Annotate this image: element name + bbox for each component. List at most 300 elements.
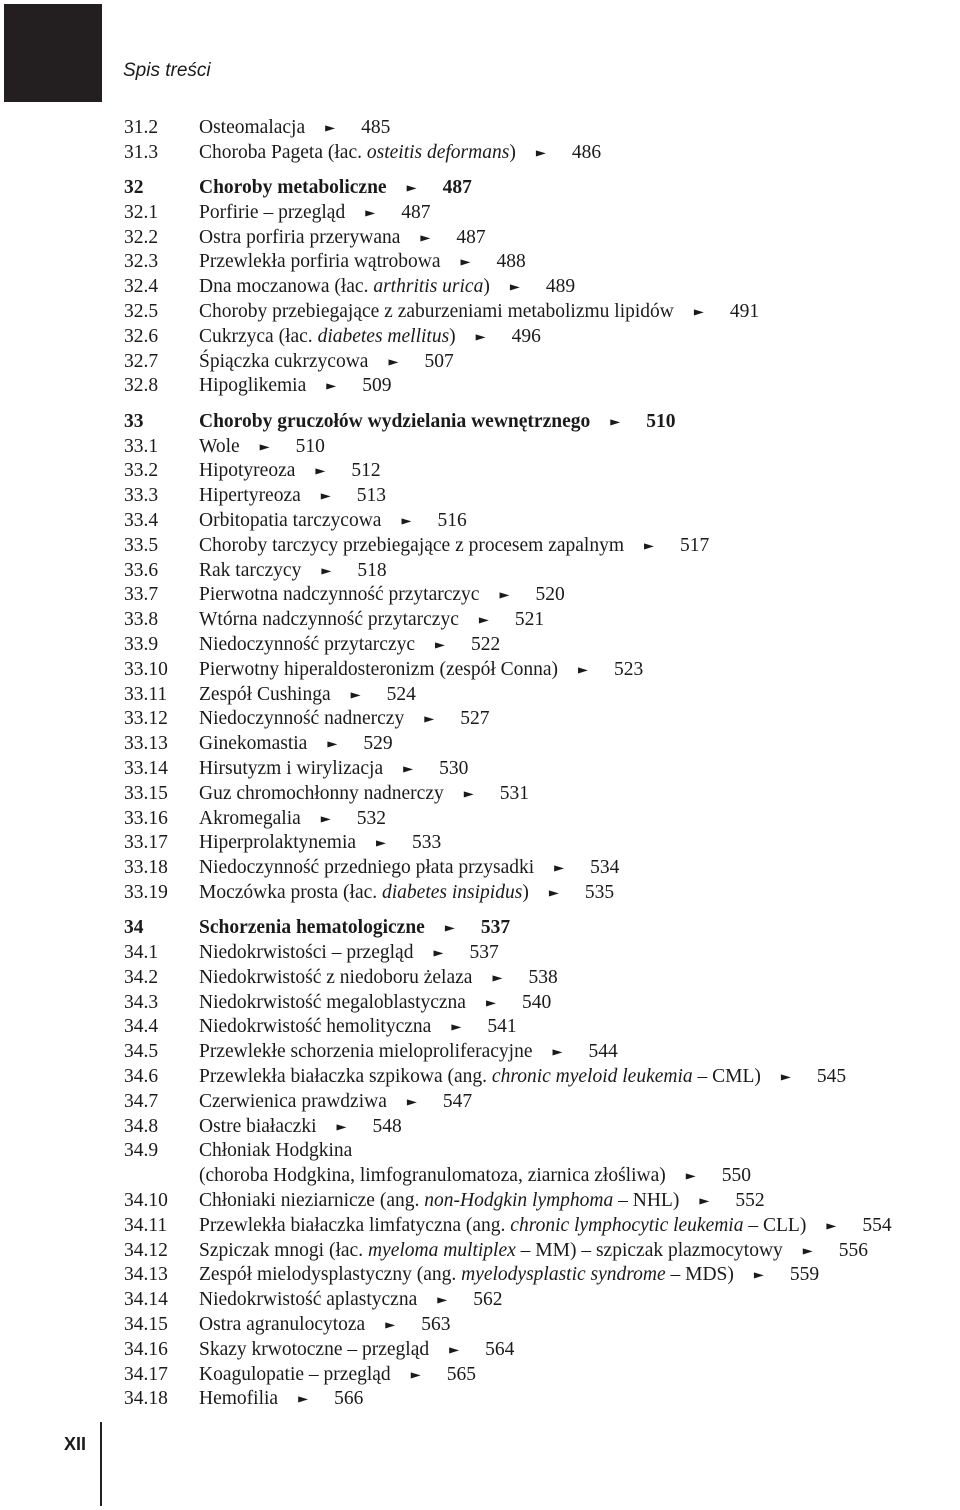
toc-chapter-row[interactable] [124,176,960,201]
entry-number: 32.8 [124,375,159,397]
entry-title [199,559,301,584]
toc-entry-row[interactable] [124,941,960,966]
entry-title [199,1387,278,1412]
toc-entry-row[interactable] [124,350,960,375]
page-number: 530 [439,757,469,779]
entry-title [199,1139,352,1164]
entry-title-part: Choroby gruczołów wydzielania wewnętrznego [199,410,591,432]
toc-entry-row[interactable] [124,1288,960,1313]
pointer-arrow-icon [325,122,339,135]
toc-entry-row[interactable] [124,534,960,559]
toc-entry-row[interactable] [124,374,960,399]
entry-title-part: Hipoglikemia [199,375,307,397]
pointer-arrow-icon [403,763,417,776]
entry-title-part: – MDS) [665,1264,734,1286]
entry-title [199,732,307,757]
entry-title [199,1065,761,1090]
toc-entry-row[interactable] [124,141,960,166]
entry-title-part: Przewlekłe schorzenia mieloproliferacyjne [199,1041,533,1063]
entry-title-part: Wole [199,435,240,457]
entry-number: 34.4 [124,1016,159,1038]
page-number: 547 [442,1090,473,1112]
page-number: 548 [372,1115,402,1137]
entry-title [199,1263,734,1288]
toc-entry-row[interactable] [124,1338,960,1363]
pointer-arrow-icon [260,441,274,454]
page-number: 527 [460,708,490,730]
pointer-arrow-icon [476,331,490,344]
pointer-arrow-icon [694,306,708,319]
entry-title-part: Hemofilia [199,1388,279,1410]
entry-title-part: ) [483,276,490,298]
pointer-arrow-icon [492,972,506,985]
toc-entry-row[interactable] [124,1387,960,1412]
toc-entry-row[interactable] [124,707,960,732]
page-number: 544 [588,1041,618,1063]
entry-title-part: Hirsutyzm i wirylizacja [199,757,384,779]
entry-title-part: Akromegalia [199,807,301,829]
pointer-arrow-icon [337,1121,351,1134]
entry-title [199,807,301,832]
pointer-arrow-icon [298,1393,312,1406]
pointer-arrow-icon [351,689,365,702]
entry-title-part: Niedokrwistości – przegląd [199,942,414,963]
entry-title [199,201,345,226]
running-head: Spis treści [123,60,211,81]
entry-title-part: Choroby metaboliczne [199,177,387,199]
pointer-arrow-icon [754,1269,768,1282]
entry-title-part: (choroba Hodgkina, limfogranulomatoza, ziarnica złośliwa) [199,1165,666,1187]
entry-number: 34.16 [124,1338,168,1360]
pointer-arrow-icon [449,1344,463,1357]
page-number: 486 [571,141,602,163]
toc-entry-row[interactable] [124,1090,960,1115]
entry-title [199,1338,429,1363]
entry-number: 34.1 [124,942,159,963]
toc-entry-row[interactable] [124,732,960,757]
entry-title-part: Rak tarczycy [199,559,302,581]
entry-number: 33.17 [124,832,168,854]
entry-title-part: Niedoczynność nadnerczy [199,708,405,730]
entry-number: 34.7 [124,1090,159,1112]
entry-number: 33.4 [124,509,159,531]
page-number: 516 [437,509,467,531]
page-number: 485 [361,117,391,138]
pointer-arrow-icon [420,232,434,245]
page-number: 522 [471,633,501,655]
entry-number: 32.4 [124,276,159,298]
entry-title [199,459,295,484]
page-number: 509 [362,375,392,397]
entry-title [199,141,516,166]
page-number: 518 [357,559,387,581]
toc-entry-row[interactable] [124,201,960,226]
entry-title-part: Koagulopatie – przegląd [199,1363,391,1385]
entry-number: 33.3 [124,485,159,507]
pointer-arrow-icon [578,664,592,677]
entry-title [199,325,456,350]
entry-title-part: Choroby tarczycy przebiegające z procesem zapalnym [199,534,624,556]
pointer-arrow-icon [486,997,500,1010]
entry-number: 33.7 [124,584,159,606]
pointer-arrow-icon [781,1071,795,1084]
entry-title-part: Ostre białaczki [199,1115,317,1137]
entry-number: 34.5 [124,1041,159,1063]
entry-title [199,1189,679,1214]
entry-number: 34.9 [124,1140,159,1162]
entry-title-part: Przewlekła białaczka limfatyczna (ang. [199,1214,511,1236]
entry-title-part: Ostra porfiria przerywana [199,226,401,248]
pointer-arrow-icon [460,256,474,269]
entry-number: 31.2 [124,117,159,138]
entry-title-part: Niedokrwistość megaloblastyczna [199,991,466,1013]
entry-title [199,176,387,201]
page-number: 491 [729,301,760,323]
entry-number: 33.16 [124,807,168,829]
pointer-arrow-icon [327,738,341,751]
page-number: 562 [473,1289,503,1311]
entry-number: 34.8 [124,1115,159,1137]
entry-title [199,410,590,435]
entry-number: 34 [124,917,144,939]
entry-number: 34.12 [124,1239,168,1261]
entry-title-part: Szpiczak mnogi (łac. [199,1239,368,1261]
toc-chapter-row[interactable] [124,410,960,435]
pointer-arrow-icon [407,1096,421,1109]
entry-title-part: Guz chromochłonny nadnerczy [199,782,444,804]
entry-title [199,1090,387,1115]
entry-number: 34.6 [124,1065,159,1087]
entry-title-part: Choroby przebiegające z zaburzeniami metabolizmu lipidów [199,301,674,323]
entry-title [199,916,425,941]
page-number: 537 [480,917,511,939]
page-number: 487 [456,226,486,248]
entry-title-part: Porfirie – przegląd [199,201,346,223]
entry-title-part: Niedokrwistość hemolityczna [199,1016,432,1038]
entry-title [199,1115,317,1140]
pointer-arrow-icon [407,182,421,195]
pointer-arrow-icon [321,490,335,503]
entry-title-part: – CLL) [743,1214,807,1236]
entry-title [199,1164,666,1189]
pointer-arrow-icon [376,837,390,850]
entry-title-part: Zespół mielodysplastyczny (ang. [199,1264,462,1286]
pointer-arrow-icon [464,788,478,801]
entry-title-part: Moczówka prosta (łac. [199,881,383,903]
toc-entry-row[interactable] [124,757,960,782]
page-number: 531 [499,782,529,804]
entry-title-part: Pierwotna nadczynność przytarczyc [199,584,480,606]
toc-entry-row[interactable] [124,275,960,300]
entry-title-part: ) [522,881,529,903]
entry-title [199,608,459,633]
page-number: 489 [545,276,576,298]
entry-number: 34.3 [124,991,159,1013]
entry-number: 34.14 [124,1289,168,1311]
entry-title-part: Przewlekła białaczka szpikowa (ang. [199,1065,492,1087]
entry-number: 34.13 [124,1264,168,1286]
entry-title-part: Wtórna nadczynność przytarczyc [199,609,459,631]
entry-title-part: Śpiączka cukrzycowa [199,350,369,372]
entry-title-part: Orbitopatia tarczycowa [199,509,382,531]
page-number: 554 [862,1214,892,1236]
entry-title-part: Niedoczynność przytarczyc [199,633,416,655]
entry-title-part: Skazy krwotoczne – przegląd [199,1338,430,1360]
entry-title-part: Ostra agranulocytoza [199,1313,366,1335]
entry-number: 33.14 [124,757,168,779]
toc-entry-row[interactable] [124,807,960,832]
page-number: 513 [356,485,387,507]
pointer-arrow-icon [321,565,335,578]
toc-entry-row[interactable] [124,583,960,608]
entry-title [199,881,529,906]
entry-title-part: Niedoczynność przedniego płata przysadki [199,857,535,879]
entry-title [199,757,383,782]
entry-title-italic-part: myelodysplastic syndrome [461,1264,666,1286]
entry-title-part: Choroba Pageta (łac. [199,141,367,163]
pointer-arrow-icon [388,356,402,369]
entry-title-part: Niedokrwistość z niedoboru żelaza [199,966,473,988]
page-number: 510 [295,435,325,457]
toc-entry-row[interactable] [124,782,960,807]
entry-title [199,707,404,732]
entry-number: 32.6 [124,325,159,347]
page-number: 487 [442,177,472,199]
toc-entry-row[interactable] [124,509,960,534]
toc-entry-row[interactable] [124,226,960,251]
pointer-arrow-icon [435,639,449,652]
entry-title [199,250,440,275]
entry-number: 33.1 [124,435,159,457]
entry-title-part: ) [509,141,516,163]
entry-title [199,1040,533,1065]
entry-number: 34.2 [124,966,159,988]
page-number: 533 [412,832,442,854]
page-number: 507 [424,350,454,372]
entry-number: 33.19 [124,881,168,903]
entry-title-part: Niedokrwistość aplastyczna [199,1289,418,1311]
pointer-arrow-icon [610,416,624,429]
entry-number: 33.11 [124,683,168,705]
page-number: 550 [721,1165,751,1187]
page-number: 556 [838,1239,869,1261]
pointer-arrow-icon [536,147,550,160]
page-number: 564 [485,1338,515,1360]
entry-title-italic-part: myeloma multiplex [367,1239,516,1261]
entry-title-italic-part: chronic myeloid leukemia [491,1065,693,1087]
page-number: 488 [496,251,526,273]
toc-entry-row[interactable] [124,1065,960,1090]
entry-number: 33.9 [124,633,159,655]
entry-title-italic-part: osteitis deformans [366,141,510,163]
entry-title [199,633,415,658]
entry-title-part: Schorzenia hematologiczne [199,917,425,939]
entry-title [199,1015,431,1040]
toc-entry-row[interactable] [124,1363,960,1388]
page-number: 565 [446,1363,476,1385]
page-number: 537 [469,942,499,963]
pointer-arrow-icon [553,1046,567,1059]
page-number: 510 [646,410,676,432]
toc-entry-row[interactable] [124,658,960,683]
entry-title-part: Chłoniak Hodgkina [199,1140,353,1162]
pointer-arrow-icon [433,947,447,960]
entry-title-part: Czerwienica prawdziwa [199,1090,387,1112]
page-number: 523 [614,658,644,680]
entry-title [199,941,413,966]
page-number: 496 [511,325,541,347]
page-number: 512 [351,460,381,482]
entry-number: 33.15 [124,782,168,804]
toc-entry-row[interactable] [124,1040,960,1065]
entry-number: 33.18 [124,857,168,879]
page-folio: XII [64,1434,87,1454]
toc-entry-row[interactable] [124,459,960,484]
pointer-arrow-icon [644,540,658,553]
page-number: 552 [735,1189,765,1211]
entry-title-italic-part: non-Hodgkin lymphoma [424,1189,614,1211]
pointer-arrow-icon [479,614,493,627]
toc-entry-row[interactable] [124,856,960,881]
entry-number: 32.7 [124,350,159,372]
entry-title-part: Chłoniaki nieziarnicze (ang. [199,1189,425,1211]
entry-title-part: – MM) – szpiczak plazmocytowy [515,1239,783,1261]
entry-number: 34.11 [124,1214,168,1236]
toc-entry-row[interactable] [124,1239,960,1264]
page-number: 532 [356,807,387,829]
pointer-arrow-icon [321,813,335,826]
toc-entry-row[interactable] [124,559,960,584]
entry-title [199,300,674,325]
entry-title-italic-part: diabetes mellitus [317,325,450,347]
entry-title-part: ) [449,325,456,347]
entry-title-part: Hipertyreoza [199,485,301,507]
toc-entry-row[interactable] [124,683,960,708]
page-number: 566 [334,1388,364,1410]
toc-entry-row[interactable] [124,116,960,141]
entry-number: 34.18 [124,1388,168,1410]
toc-entry-row[interactable] [124,435,960,460]
pointer-arrow-icon [401,515,415,528]
toc-entry-row[interactable] [124,325,960,350]
pointer-arrow-icon [699,1195,713,1208]
entry-title [199,658,558,683]
entry-title [199,683,331,708]
page-number: 538 [528,966,558,988]
entry-title [199,1363,391,1388]
entry-title [199,484,301,509]
entry-title [199,509,381,534]
entry-title [199,116,305,141]
page-number: 563 [421,1313,451,1335]
page-number: 524 [386,683,416,705]
entry-title-part: – NHL) [613,1189,680,1211]
entry-title [199,534,624,559]
entry-number: 34.15 [124,1313,168,1335]
entry-number: 31.3 [124,141,159,163]
page-number: 545 [816,1065,847,1087]
entry-title [199,583,479,608]
toc-entry-row[interactable] [124,966,960,991]
entry-title-part: – CML) [692,1065,761,1087]
entry-number: 33 [124,410,144,432]
pointer-arrow-icon [451,1021,465,1034]
toc-entry-row[interactable] [124,1263,960,1288]
entry-number: 33.10 [124,658,168,680]
entry-title-part: Przewlekła porfiria wątrobowa [199,251,441,273]
pointer-arrow-icon [437,1294,451,1307]
entry-title-part: Hiperprolaktynemia [199,832,357,854]
entry-title [199,991,466,1016]
pointer-arrow-icon [424,713,438,726]
toc-entry-row[interactable] [124,484,960,509]
entry-number: 34.10 [124,1189,168,1211]
toc-entry-row[interactable] [124,300,960,325]
entry-number: 32.2 [124,226,159,248]
entry-title-part: Dna moczanowa (łac. [199,276,374,298]
toc-entry-row[interactable] [124,1139,960,1164]
toc-entry-row[interactable] [124,1115,960,1140]
pointer-arrow-icon [510,281,524,294]
pointer-arrow-icon [365,207,379,220]
toc-chapter-row[interactable] [124,916,960,941]
entry-title [199,435,240,460]
page-number: 529 [363,733,393,755]
entry-title [199,226,400,251]
entry-title-italic-part: arthritis urica [373,276,484,298]
entry-number: 32.1 [124,201,159,223]
entry-title-part: Cukrzyca (łac. [199,325,318,347]
toc-entry-row[interactable] [124,250,960,275]
entry-number: 32.5 [124,301,159,323]
toc-entry-row[interactable] [124,1214,960,1239]
pointer-arrow-icon [826,1220,840,1233]
entry-title-part: Osteomalacja [199,117,306,138]
entry-title [199,275,490,300]
toc-entry-row[interactable] [124,881,960,906]
entry-number: 32 [124,177,144,199]
pointer-arrow-icon [315,465,329,478]
page-number: 487 [401,201,431,223]
entry-title [199,831,356,856]
toc-entry-row[interactable] [124,831,960,856]
entry-number: 32.3 [124,251,159,273]
pointer-arrow-icon [554,862,568,875]
pointer-arrow-icon [326,380,340,393]
toc-entry-row[interactable] [124,1189,960,1214]
page-number: 517 [680,534,710,556]
entry-title [199,1313,365,1338]
page-number: 520 [535,584,565,606]
toc-entry-row[interactable] [124,991,960,1016]
toc-entry-row[interactable] [124,608,960,633]
toc-entry-row[interactable] [124,1015,960,1040]
entry-title [199,1239,783,1264]
table-of-contents [124,116,960,1412]
folio-rule [100,1422,102,1506]
toc-entry-row[interactable] [124,1164,960,1189]
entry-number: 33.12 [124,708,168,730]
toc-entry-row[interactable] [124,633,960,658]
toc-entry-row[interactable] [124,1313,960,1338]
corner-tab-block [4,4,102,102]
pointer-arrow-icon [549,887,563,900]
pointer-arrow-icon [803,1245,817,1258]
entry-number: 33.8 [124,609,159,631]
entry-title [199,374,306,399]
entry-title [199,966,472,991]
entry-number: 33.2 [124,460,159,482]
